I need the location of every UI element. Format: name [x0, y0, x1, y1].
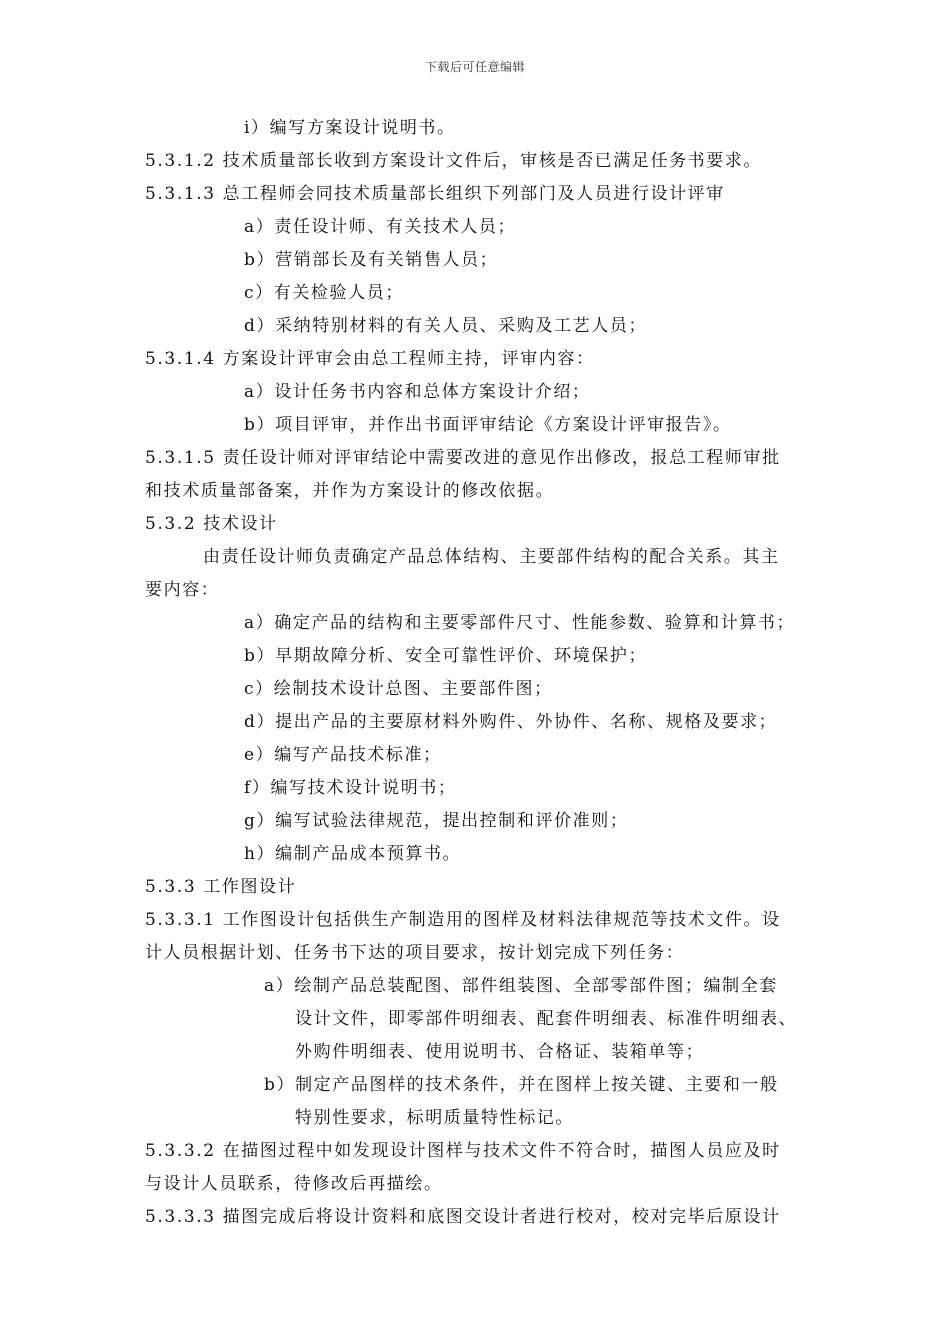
text-line: a）绘制产品总装配图、部件组装图、全部零部件图；编制全套: [264, 976, 778, 996]
text-line: 5.3.3.3 描图完成后将设计资料和底图交设计者进行校对，校对完毕后原设计: [145, 1207, 781, 1227]
text-line: 5.3.1.2 技术质量部长收到方案设计文件后，审核是否已满足任务书要求。: [145, 151, 763, 171]
text-line: a）设计任务书内容和总体方案设计介绍；: [244, 382, 591, 402]
header-note: 下载后可任意编辑: [424, 60, 525, 74]
text-line: d）提出产品的主要原材料外购件、外协件、名称、规格及要求；: [244, 712, 778, 732]
text-line: 要内容：: [145, 580, 220, 600]
text-line: 与设计人员联系，待修改后再描绘。: [145, 1174, 443, 1194]
text-line: 5.3.2 技术设计: [145, 514, 278, 534]
text-line: 和技术质量部备案，并作为方案设计的修改依据。: [145, 481, 555, 501]
text-line: 5.3.1.4 方案设计评审会由总工程师主持，评审内容：: [145, 349, 595, 369]
text-line: a）责任设计师、有关技术人员；: [244, 217, 517, 237]
text-line: 5.3.3 工作图设计: [145, 877, 297, 897]
text-line: 计人员根据计划、任务书下达的项目要求，按计划完成下列任务：: [145, 943, 685, 963]
text-line: 设计文件，即零部件明细表、配套件明细表、标准件明细表、: [295, 1009, 798, 1029]
text-line: a）确定产品的结构和主要零部件尺寸、性能参数、验算和计算书；: [244, 613, 796, 633]
text-line: 外购件明细表、使用说明书、合格证、装箱单等；: [295, 1042, 705, 1062]
text-line: 5.3.1.3 总工程师会同技术质量部长组织下列部门及人员进行设计评审: [145, 184, 725, 204]
text-line: 5.3.1.5 责任设计师对评审结论中需要改进的意见作出修改，报总工程师审批: [145, 448, 781, 468]
text-line: i）编写方案设计说明书。: [244, 118, 456, 138]
text-line: b）项目评审，并作出书面评审结论《方案设计评审报告》。: [244, 415, 732, 435]
text-line: e）编写产品技术标准；: [244, 745, 442, 765]
text-line: h）编制产品成本预算书。: [244, 844, 462, 864]
text-line: b）营销部长及有关销售人员；: [244, 250, 499, 270]
text-line: g）编写试验法律规范，提出控制和评价准则；: [244, 811, 629, 831]
text-line: 5.3.3.2 在描图过程中如发现设计图样与技术文件不符合时，描图人员应及时: [145, 1141, 781, 1161]
text-line: 特别性要求，标明质量特性标记。: [295, 1108, 574, 1128]
text-line: c）绘制技术设计总图、主要部件图；: [244, 679, 553, 699]
text-line: d）采纳特别材料的有关人员、采购及工艺人员；: [244, 316, 648, 336]
text-line: 5.3.3.1 工作图设计包括供生产制造用的图样及材料法律规范等技术文件。设: [145, 910, 781, 930]
text-line: b）早期故障分析、安全可靠性评价、环境保护；: [244, 646, 648, 666]
text-line: 由责任设计师负责确定产品总体结构、主要部件结构的配合关系。其主: [203, 547, 780, 567]
text-line: c）有关检验人员；: [244, 283, 404, 303]
text-line: f）编写技术设计说明书；: [244, 778, 457, 798]
text-line: b）制定产品图样的技术条件，并在图样上按关键、主要和一般: [264, 1075, 779, 1095]
